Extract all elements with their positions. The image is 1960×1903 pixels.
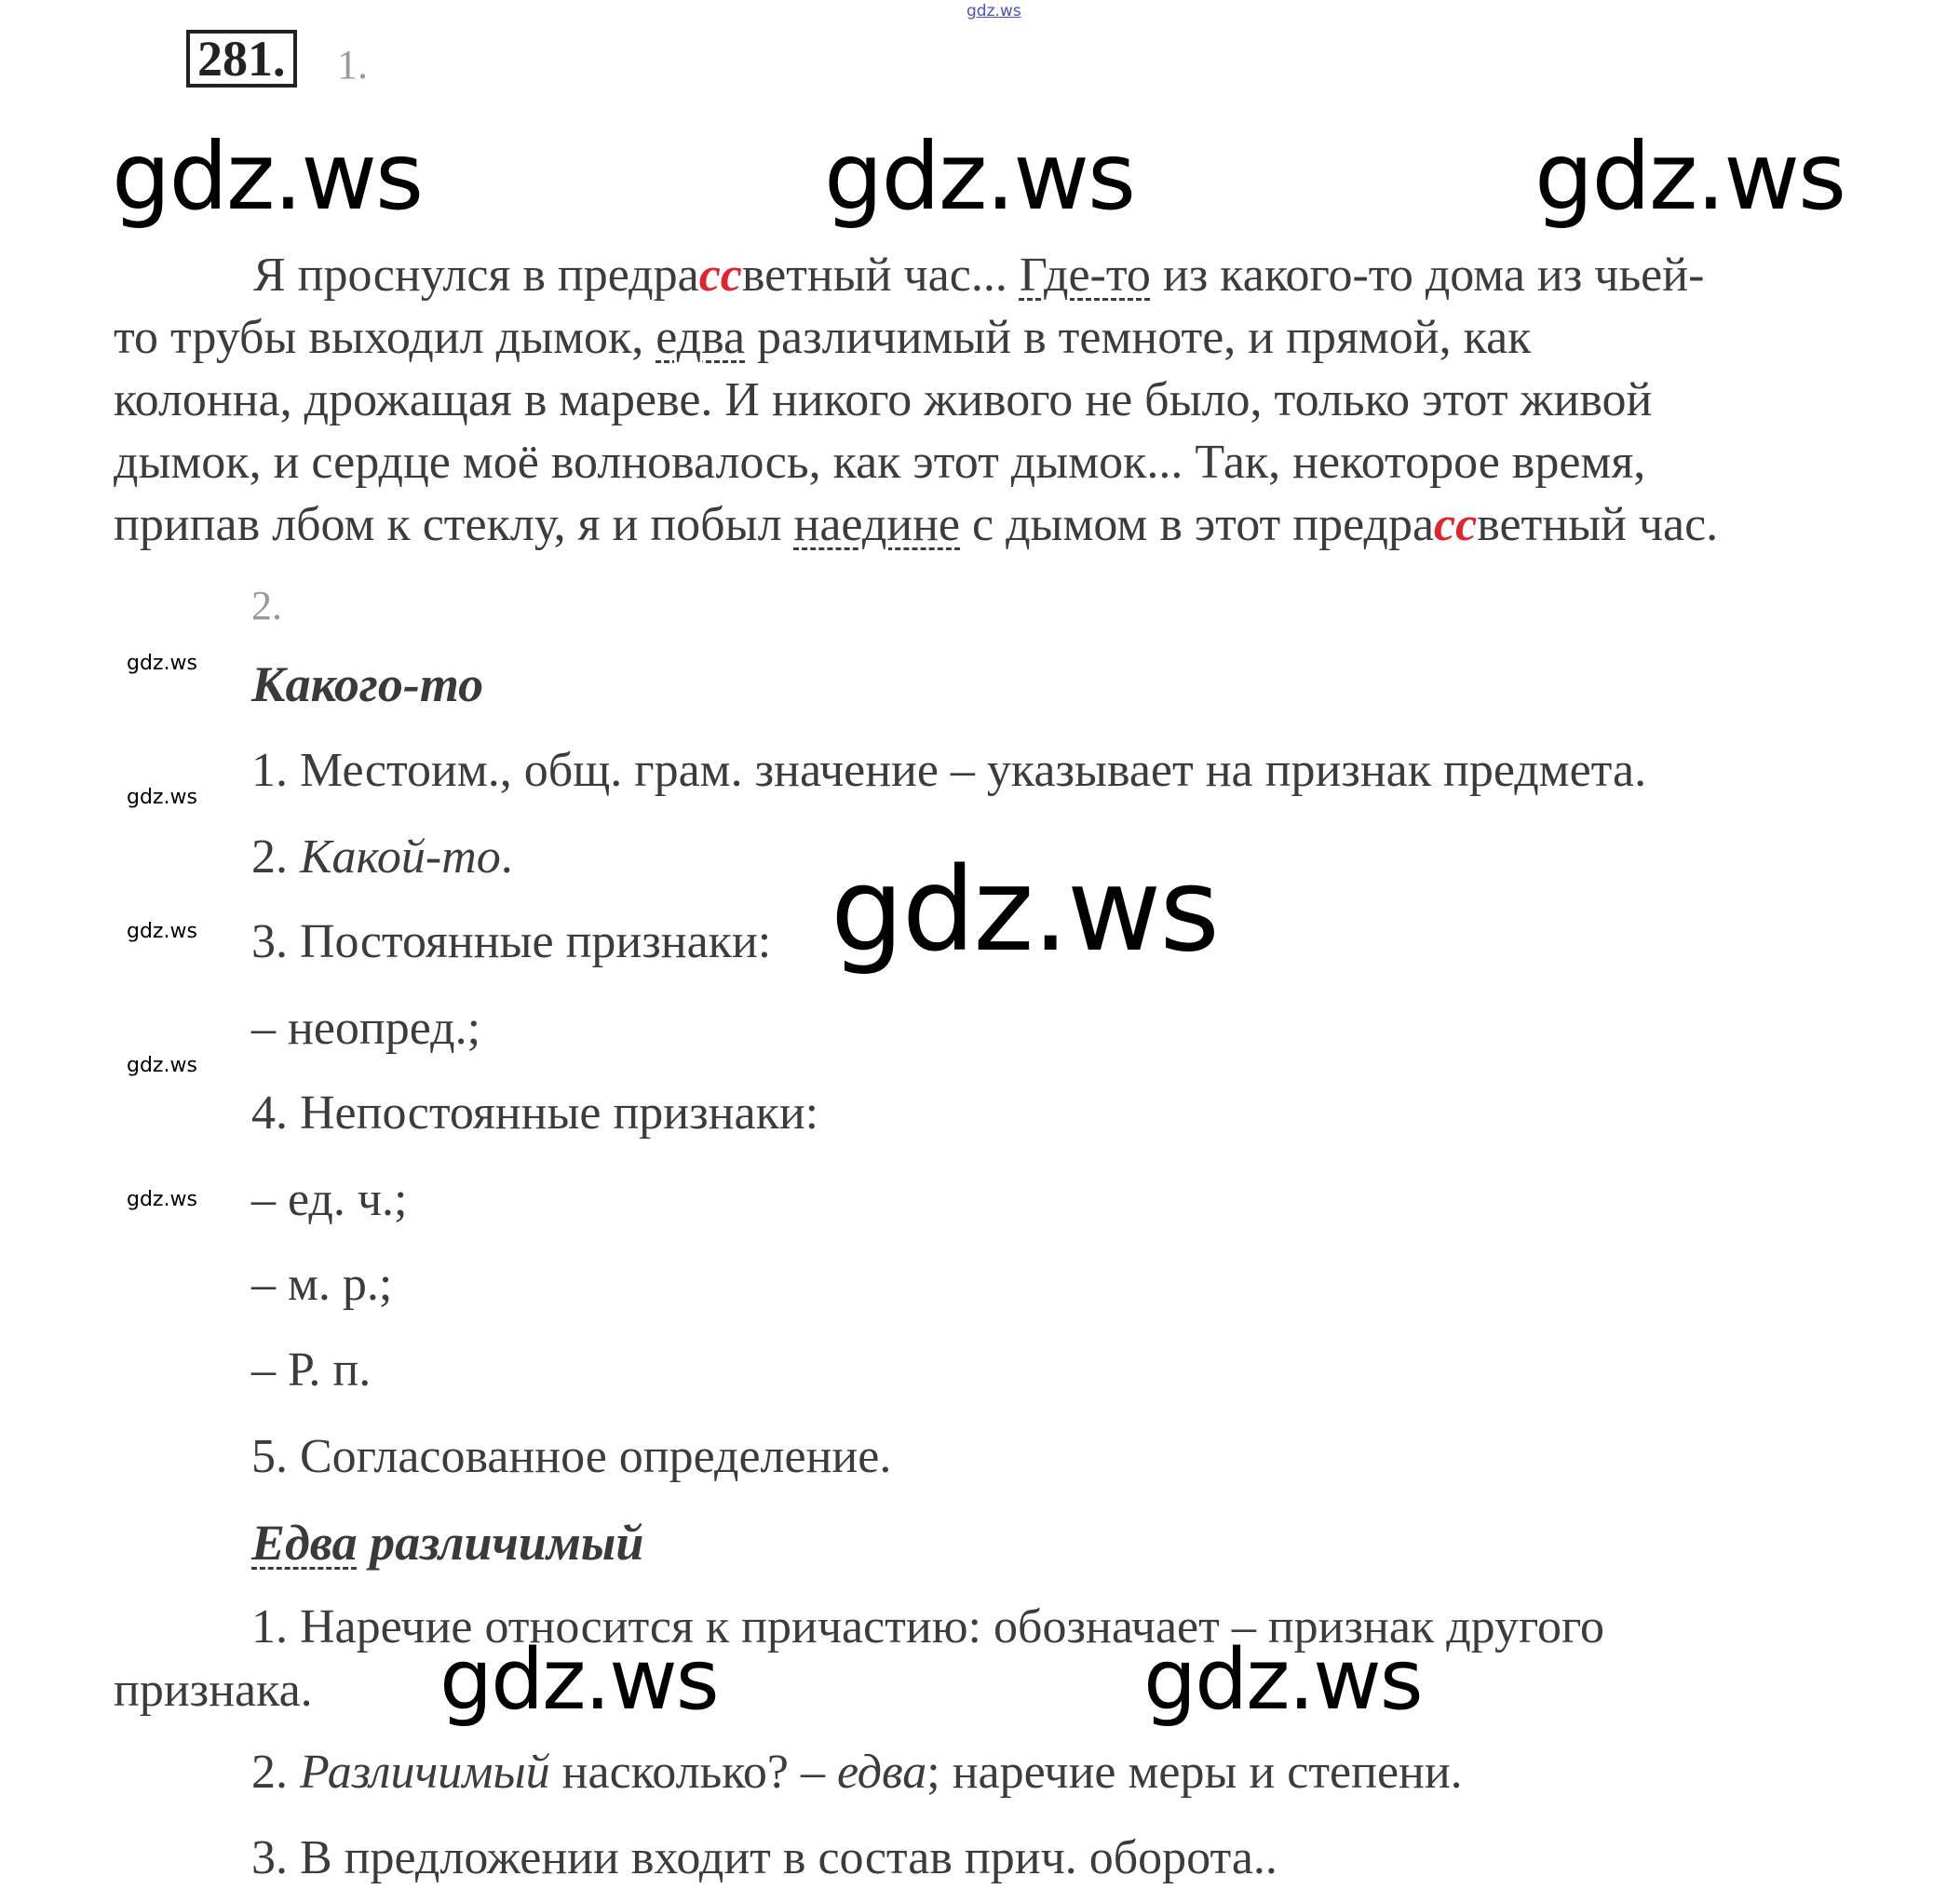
text: то трубы выходил дымок, [114, 311, 656, 364]
watermark-small: gdz.ws [127, 1188, 197, 1211]
watermark-logo: gdz.ws [1534, 122, 1845, 231]
text: 2. [251, 1746, 300, 1799]
highlight-letters: сс [1434, 498, 1478, 551]
text: припав лбом к стеклу, я и побыл [114, 498, 794, 551]
list-item: 1. Наречие относится к причастию: обозначает – признак другого [251, 1600, 1605, 1653]
text: ; наречие меры и степени. [926, 1746, 1463, 1799]
watermark-logo: gdz.ws [831, 844, 1218, 978]
list-item: 5. Согласованное определение. [251, 1430, 892, 1483]
part1-label: 1. [337, 42, 368, 88]
underlined-word: едва [656, 311, 746, 364]
list-item: – м. р.; [251, 1258, 393, 1311]
text: ветный час. [1477, 498, 1719, 551]
text: 2. [251, 830, 300, 884]
watermark-small: gdz.ws [127, 786, 197, 809]
text: различимый в темноте, и прямой, как [745, 311, 1532, 364]
section-heading: Какого-то [251, 656, 484, 712]
part2-label: 2. [251, 583, 282, 628]
underlined-word: Едва [251, 1515, 358, 1571]
watermark-small: gdz.ws [127, 1054, 197, 1077]
list-item: признака. [114, 1664, 313, 1717]
underlined-word: наедине [793, 498, 961, 551]
list-item: 1. Местоим., общ. грам. значение – указывает на признак предмета. [251, 744, 1647, 797]
watermark-logo: gdz.ws [824, 122, 1135, 231]
list-item [251, 1748, 1463, 1797]
watermark-small: gdz.ws [127, 920, 197, 943]
italic-word: Различимый [300, 1746, 550, 1799]
watermark-logo: gdz.ws [1143, 1631, 1422, 1729]
italic-word: едва [836, 1746, 927, 1799]
list-item: 3. В предложении входит в состав прич. оборота.. [251, 1831, 1277, 1884]
text: различимый [357, 1515, 644, 1571]
top-watermark: gdz.ws [966, 2, 1021, 20]
list-item: – Р. п. [251, 1343, 372, 1397]
text: из какого-то дома из чьей- [1150, 249, 1705, 302]
list-item: – неопред.; [251, 1002, 481, 1055]
paragraph-line: дымок, и сердце моё волновалось, как этот дымок... Так, некоторое время, [114, 436, 1646, 489]
text: ветный час... [741, 249, 1020, 302]
paragraph-line [114, 306, 1531, 369]
paragraph-line: колонна, дрожащая в мареве. И никого живого не было, только этот живой [114, 373, 1653, 426]
list-item: – ед. ч.; [251, 1173, 408, 1226]
watermark-logo: gdz.ws [439, 1631, 718, 1729]
exercise-number: 281. [186, 30, 297, 88]
highlight-letters: сс [698, 249, 742, 302]
watermark-small: gdz.ws [127, 652, 197, 675]
text: . [500, 830, 513, 884]
list-item [251, 830, 513, 884]
paragraph-line [114, 493, 1718, 556]
section-heading [251, 1515, 644, 1571]
list-item: 4. Непостоянные признаки: [251, 1086, 819, 1140]
text: с дымом в этот предра [960, 498, 1435, 551]
text: насколько? – [549, 1746, 837, 1799]
underlined-word: Где-то [1019, 249, 1151, 302]
watermark-logo: gdz.ws [112, 122, 423, 231]
list-item: 3. Постоянные признаки: [251, 915, 772, 968]
text: Я проснулся в предра [253, 249, 699, 302]
paragraph-line [253, 244, 1704, 306]
italic-word: Какой-то [300, 830, 501, 884]
